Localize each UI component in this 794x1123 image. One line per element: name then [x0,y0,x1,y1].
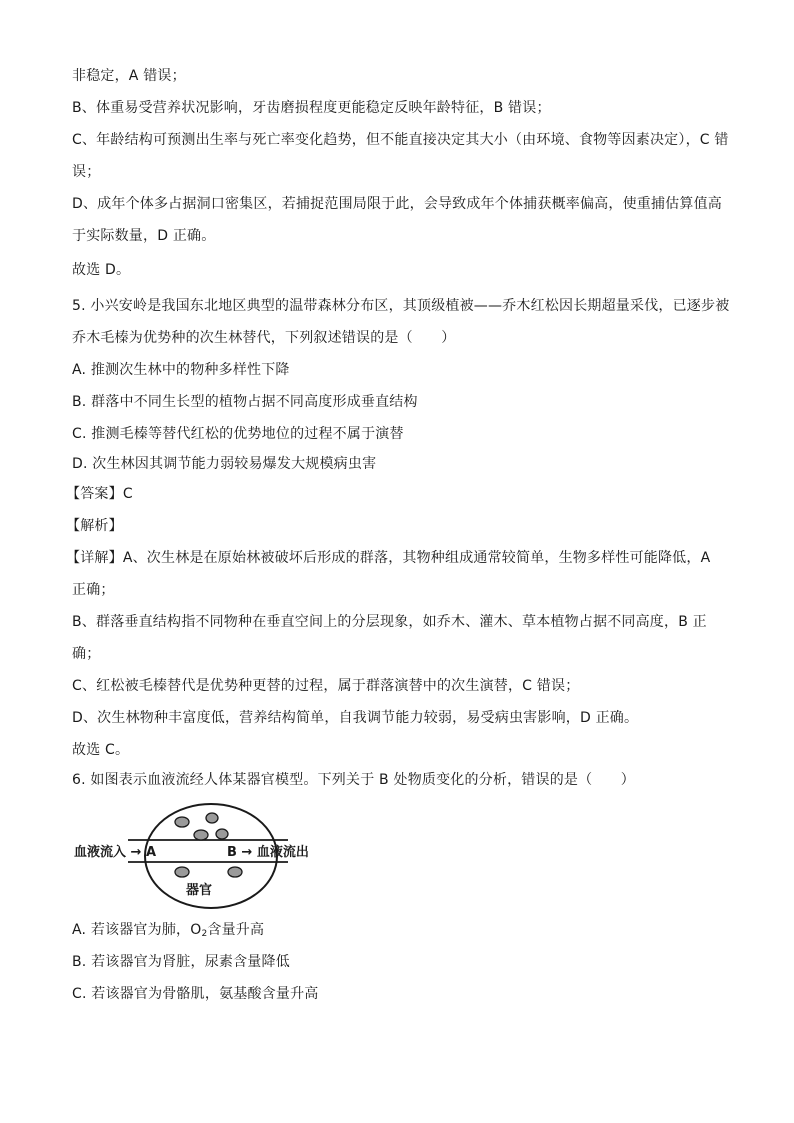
text-line: 误； [72,164,101,180]
explanation-line: C、红松被毛榛替代是优势种更替的过程，属于群落演替中的次生演替，C 错误； [72,678,580,694]
explanation-line: 确； [72,646,101,662]
option-a: A. 推测次生林中的物种多样性下降 [72,362,290,378]
explanation-line: 正确； [72,582,115,598]
organ-diagram [72,800,332,910]
answer-tag: 【答案】 [66,486,123,502]
outflow-label: B → 血液流出 [227,845,309,860]
explanation-line: D、次生林物种丰富度低，营养结构简单，自我调节能力较弱，易受病虫害影响，D 正确。 [72,710,639,726]
cell-blob [175,867,189,877]
organ-diagram-svg [72,800,332,910]
option-b: B. 群落中不同生长型的植物占据不同高度形成垂直结构 [72,394,418,410]
organ-label: 器官 [186,883,213,898]
cell-blob [228,867,242,877]
subscript: 2 [201,929,208,939]
option-b: B. 若该器官为肾脏，尿素含量降低 [72,954,290,970]
text-line: C、年龄结构可预测出生率与死亡率变化趋势，但不能直接决定其大小（由环境、食物等因素决定），C 错 [72,132,729,148]
text-line: 于实际数量，D 正确。 [72,228,216,244]
inflow-label: 血液流入 → A [74,845,157,860]
question-5-stem: 5. 小兴安岭是我国东北地区典型的温带森林分布区，其顶级植被——乔木红松因长期超量采伐，已逐步被 [72,298,730,314]
option-a: A. 若该器官为肺，$O_2$含量升高 [72,922,265,939]
text-line: B、体重易受营养状况影响，牙齿磨损程度更能稳定反映年龄特征，B 错误； [72,100,551,116]
answer-line [66,484,726,504]
explanation-line: 故选 C。 [72,742,130,758]
explanation-line: 【详解】A、次生林是在原始林被破坏后形成的群落，其物种组成通常较简单，生物多样性可能降低，A [66,550,711,566]
cell-blob [216,829,228,839]
analysis-tag: 【解析】 [66,518,123,534]
cell-blob [175,817,189,827]
cell-blob [194,830,208,840]
question-5-stem: 乔木毛榛为优势种的次生林替代，下列叙述错误的是（ ） [72,330,456,346]
explanation-line: B、群落垂直结构指不同物种在垂直空间上的分层现象，如乔木、灌木、草本植物占据不同高度，B 正 [72,614,707,630]
text-line: 非稳定，A 错误； [72,68,186,84]
detail-tag: 【详解】 [66,550,123,566]
text-line: 故选 D。 [72,262,131,278]
text-line: D、成年个体多占据洞口密集区，若捕捉范围局限于此，会导致成年个体捕获概率偏高，使重捕估算值高 [72,196,722,212]
option-c: C. 若该器官为骨骼肌，氨基酸含量升高 [72,986,319,1002]
question-6-stem: 6. 如图表示血液流经人体某器官模型。下列关于 B 处物质变化的分析，错误的是（ ） [72,772,635,788]
option-c: C. 推测毛榛等替代红松的优势地位的过程不属于演替 [72,426,404,442]
cell-blob [206,813,218,823]
answer-value: C [122,486,133,502]
option-d: D. 次生林因其调节能力弱较易爆发大规模病虫害 [72,456,377,472]
